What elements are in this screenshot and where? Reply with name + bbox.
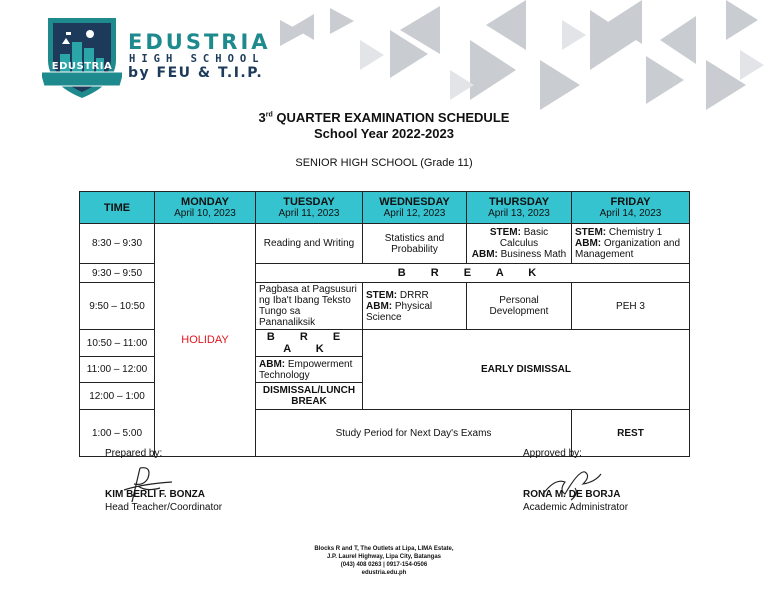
holiday-cell: HOLIDAY (155, 224, 256, 457)
tuesday-slot-5: ABM: Empowerment Technology (256, 357, 363, 383)
day-header-wednesday: WEDNESDAY April 12, 2023 (363, 192, 467, 224)
school-year: School Year 2022-2023 (314, 126, 454, 141)
time-cell: 9:30 – 9:50 (80, 264, 155, 283)
decorative-triangle-pattern (270, 0, 768, 110)
brand-subtitle: HIGH SCHOOL (129, 53, 265, 65)
time-header: TIME (80, 192, 155, 224)
prepared-by-label: Prepared by: (105, 448, 163, 459)
day-header-thursday: THURSDAY April 13, 2023 (467, 192, 572, 224)
day-header-friday: FRIDAY April 14, 2023 (572, 192, 690, 224)
grade-level: SENIOR HIGH SCHOOL (Grade 11) (295, 157, 473, 169)
time-cell: 11:00 – 12:00 (80, 357, 155, 383)
approved-by-title: Academic Administrator (523, 502, 629, 513)
prepared-by-title: Head Teacher/Coordinator (105, 502, 223, 513)
footer-website: edustria.edu.ph (361, 570, 407, 576)
time-cell: 8:30 – 9:30 (80, 224, 155, 264)
tuesday-dismissal: DISMISSAL/LUNCH BREAK (256, 383, 363, 410)
prepared-by-name: KIM BERLI F. BONZA (105, 489, 205, 500)
tuesday-break: B R E A K (256, 330, 363, 357)
tuesday-slot-3: Pagbasa at Pagsusuri ng Iba't Ibang Teksto Tungo sa Pananaliksik (256, 283, 363, 330)
thursday-slot-1: STEM: Basic Calculus ABM: Business Math (467, 224, 572, 264)
study-period-cell: Study Period for Next Day's Exams (256, 410, 572, 457)
footer-address (0, 545, 768, 577)
exam-title: 3rd QUARTER EXAMINATION SCHEDULE (258, 110, 510, 125)
day-header-monday: MONDAY April 10, 2023 (155, 192, 256, 224)
table-row (80, 224, 690, 264)
time-cell: 1:00 – 5:00 (80, 410, 155, 457)
footer-line: (043) 408 0263 | 0917-154-0506 (340, 562, 428, 568)
friday-slot-3: PEH 3 (572, 283, 690, 330)
brand-name: EDUSTRIA (128, 30, 271, 54)
day-header-tuesday: TUESDAY April 11, 2023 (256, 192, 363, 224)
tuesday-slot-1: Reading and Writing (256, 224, 363, 264)
time-cell: 9:50 – 10:50 (80, 283, 155, 330)
footer-line: J.P. Laurel Highway, Lipa City, Batangas (326, 554, 442, 560)
friday-rest-cell: REST (572, 410, 690, 457)
thursday-slot-3: Personal Development (467, 283, 572, 330)
school-logo (42, 14, 122, 100)
approved-by-label: Approved by: (523, 448, 582, 459)
logo-badge-text: EDUSTRIA (51, 61, 113, 72)
time-cell: 10:50 – 11:00 (80, 330, 155, 357)
time-cell: 12:00 – 1:00 (80, 383, 155, 410)
schedule-table (79, 191, 690, 457)
table-header-row (80, 192, 690, 224)
footer-line: Blocks R and T, The Outlets at Lipa, LIMA Estate, (314, 546, 454, 552)
break-row: B R E A K (256, 264, 690, 283)
brand-affiliation: by FEU & T.I.P. (128, 65, 264, 81)
wednesday-slot-1: Statistics and Probability (363, 224, 467, 264)
approved-by-name: RONA M. DE BORJA (523, 489, 621, 500)
wednesday-slot-3: STEM: DRRR ABM: Physical Science (363, 283, 467, 330)
friday-slot-1: STEM: Chemistry 1 ABM: Organization and Management (572, 224, 690, 264)
early-dismissal-cell: EARLY DISMISSAL (363, 330, 690, 410)
